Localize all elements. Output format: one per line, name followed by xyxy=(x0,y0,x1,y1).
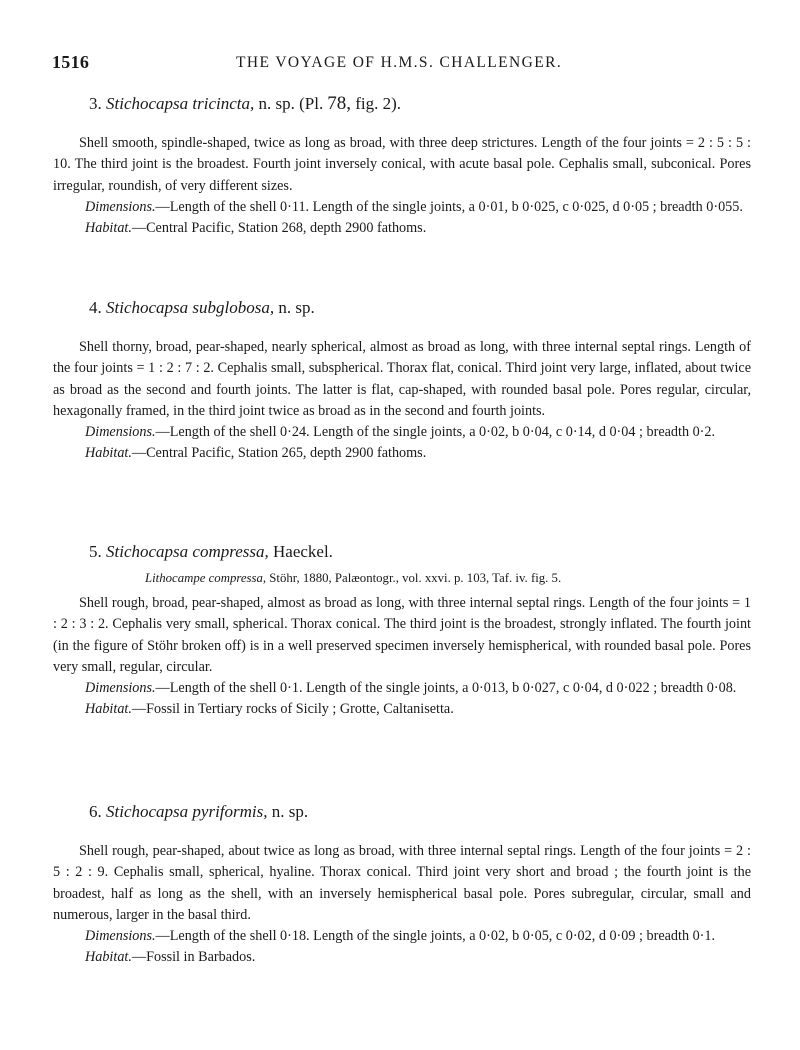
species-name: Stichocapsa compressa, xyxy=(106,542,269,561)
species-entry xyxy=(53,541,751,721)
dimensions-label: Dimensions. xyxy=(85,928,156,945)
page-header xyxy=(52,52,754,74)
species-dimensions xyxy=(53,422,751,443)
dimensions-label: Dimensions. xyxy=(85,424,156,441)
habitat-text: —Central Pacific, Station 265, depth 2900 fathoms. xyxy=(131,445,427,462)
dimensions-label: Dimensions. xyxy=(85,198,156,215)
habitat-label: Habitat. xyxy=(85,949,132,966)
plate-number: 78, xyxy=(327,93,351,114)
dimensions-text: —Length of the shell 0·1. Length of the single joints, a 0·013, b 0·027, c 0·04, d 0·022 ; breadth 0·08. xyxy=(155,680,737,697)
species-description: Shell rough, broad, pear-shaped, almost as broad as long, with three internal septal rings. Length of the four joints = 1 : 2 : 3 : 2. Cephalis very small, spherical. Thorax conical. The third joint is the broadest, strongly inflated. The fourth joint (in the figure of Stöhr broken off) is in a well preserved specimen inversely hemispherical, with rounded basal pole. Pores very small, regular, circular. xyxy=(53,595,751,675)
species-entry xyxy=(53,93,751,239)
page-number: 1516 xyxy=(52,52,90,72)
species-author: n. sp. xyxy=(271,802,309,821)
species-author: Haeckel. xyxy=(273,542,333,561)
plate-ref-prefix: (Pl. xyxy=(299,94,324,113)
species-habitat xyxy=(53,947,751,968)
species-number: 6. xyxy=(89,802,102,821)
habitat-text: —Fossil in Barbados. xyxy=(131,949,256,966)
species-heading xyxy=(53,297,751,319)
synonym-name: Lithocampe compressa, xyxy=(145,571,267,585)
species-name: Stichocapsa subglobosa, xyxy=(106,298,275,317)
habitat-text: —Central Pacific, Station 268, depth 2900 fathoms. xyxy=(131,220,427,237)
dimensions-text: —Length of the shell 0·18. Length of the single joints, a 0·02, b 0·05, c 0·02, d 0·09 ; breadth 0·1. xyxy=(155,928,716,945)
synonym-line xyxy=(53,569,751,587)
species-habitat xyxy=(53,218,751,239)
species-entry xyxy=(53,801,751,969)
dimensions-text: —Length of the shell 0·24. Length of the single joints, a 0·02, b 0·04, c 0·14, d 0·04 ; breadth 0·2. xyxy=(155,424,716,441)
species-number: 4. xyxy=(89,298,102,317)
dimensions-text: —Length of the shell 0·11. Length of the single joints, a 0·01, b 0·025, c 0·025, d 0·05 ; breadth 0·055. xyxy=(155,198,743,215)
species-entry xyxy=(53,297,751,465)
habitat-label: Habitat. xyxy=(85,445,132,462)
species-heading xyxy=(53,541,751,563)
species-description: Shell smooth, spindle-shaped, twice as long as broad, with three deep strictures. Length of the four joints = 2 : 5 : 5 : 10. The third joint is the broadest. Fourth joint inversely conical, with acute basal pole. Cephalis small, subconical. Pores irregular, roundish, of very different sizes. xyxy=(53,135,751,194)
species-author: n. sp. xyxy=(258,94,295,113)
species-name: Stichocapsa tricincta, xyxy=(106,94,255,113)
running-title: THE VOYAGE OF H.M.S. CHALLENGER. xyxy=(236,54,563,71)
dimensions-label: Dimensions. xyxy=(85,680,156,697)
species-author: n. sp. xyxy=(278,298,315,317)
species-habitat xyxy=(53,699,751,720)
species-number: 5. xyxy=(89,542,102,561)
species-dimensions xyxy=(53,678,751,699)
species-description: Shell thorny, broad, pear-shaped, nearly spherical, almost as broad as long, with three internal septal rings. Length of the four joints = 1 : 2 : 7 : 2. Cephalis small, subspherical. Thorax flat, conical. Third joint very large, inflated, about twice as broad as the second and fourth joints. The latter is flat, cap-shaped, with rounded basal pole. Pores regular, circular, hexagonally framed, in the third joint twice as broad as in the second and fourth joints. xyxy=(53,339,751,419)
habitat-label: Habitat. xyxy=(85,701,132,718)
species-description: Shell rough, pear-shaped, about twice as long as broad, with three internal septal rings. Length of the four joints = 2 : 5 : 2 : 9. Cephalis small, spherical, hyaline. Thorax conical. Third joint very short and broad ; the fourth joint is the broadest, half as long as the shell, with an inversely hemispherical basal pole. Pores subregular, circular, small and numerous, larger in the basal third. xyxy=(53,843,751,923)
species-dimensions xyxy=(53,926,751,947)
plate-ref-suffix: fig. 2). xyxy=(355,94,402,113)
species-heading xyxy=(53,93,751,115)
habitat-text: —Fossil in Tertiary rocks of Sicily ; Grotte, Caltanisetta. xyxy=(131,701,454,718)
species-habitat xyxy=(53,443,751,464)
species-number: 3. xyxy=(89,94,102,113)
species-dimensions xyxy=(53,197,751,218)
species-name: Stichocapsa pyriformis, xyxy=(106,802,268,821)
species-heading xyxy=(53,801,751,823)
synonym-reference: Stöhr, 1880, Palæontogr., vol. xxvi. p. 103, Taf. iv. fig. 5. xyxy=(269,571,562,585)
habitat-label: Habitat. xyxy=(85,220,132,237)
